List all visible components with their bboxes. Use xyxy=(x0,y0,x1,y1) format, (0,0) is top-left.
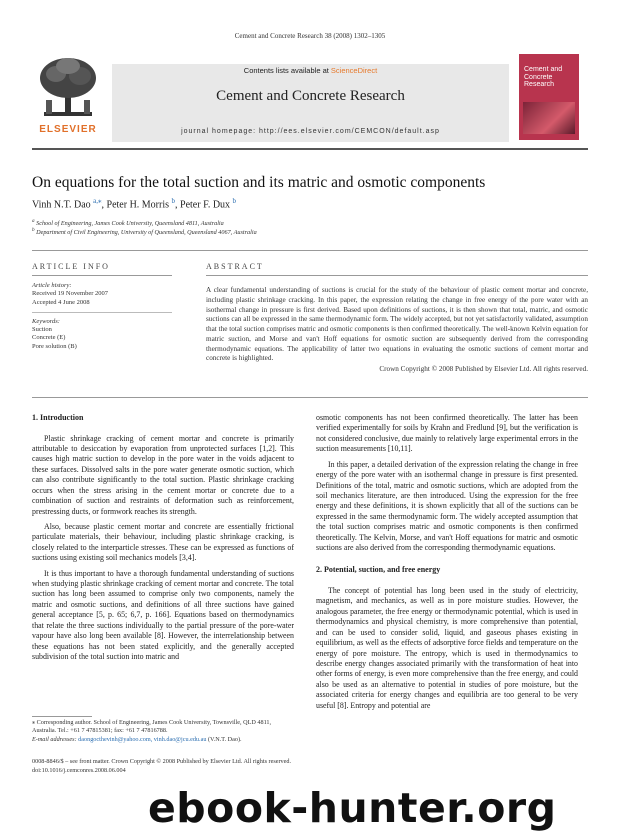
body-paragraph: Plastic shrinkage cracking of cement mortar and concrete is primarily attributable to desiccation by evaporation from unprotected surfaces [1,2]. This causes high matric suction to develop in the pore water in the voids adjacent to these surfaces. Dissolved salts in the pore water generate osmotic suction, which can also contribute significantly to the total suction. Plastic shrinkage cracking occurs when the stress arising in the cement mortar or concrete due to a combination of suction and restraints of deformation such as reinforcement, prestressing ducts, or formwork reaches its strength. xyxy=(32,433,294,516)
journal-homepage-link[interactable]: journal homepage: http://ees.elsevier.com/CEMCON/default.asp xyxy=(181,128,440,135)
email-label: E-mail addresses: xyxy=(32,735,77,743)
corresponding-author-note: ⁎ Corresponding author. School of Engineering, James Cook University, Townsville, QLD 4811, Australia. Tel.: +61 7 47815381; fax: +61 7 47816788. xyxy=(32,719,272,735)
cover-image xyxy=(523,102,575,134)
keyword: Suction xyxy=(32,325,52,333)
doi-link[interactable]: doi:10.1016/j.cemconres.2008.06.004 xyxy=(32,766,126,774)
journal-banner xyxy=(112,64,509,142)
body-paragraph: In this paper, a detailed derivation of the expression relating the change in free energy of the pore water with an isothermal change in pressure is first presented. Definitions of the total, matric and osmotic suctions, which are adopted from the soil mechanics literature, are then introduced. Using the expression for the free energy and these definitions, it is shown explicitly that all of the suctions can be expressed in the same thermodynamic form. The widely accepted assumption that the total suction comprises matric and osmotic components is then confirmed theoretically. The Kelvin, Morse, and van't Hoff equations for matric and osmotic suctions are also derived from the corresponding thermodynamic equations. xyxy=(316,459,578,553)
author-name: Peter F. Dux xyxy=(180,199,231,211)
contents-line xyxy=(112,66,509,75)
section-heading: 1. Introduction xyxy=(32,413,84,422)
contents-prefix: Contents lists available at xyxy=(243,66,329,75)
front-matter xyxy=(32,758,432,776)
received-date: Received 19 November 2007 xyxy=(32,290,108,297)
sciencedirect-link[interactable]: ScienceDirect xyxy=(330,66,378,75)
footnote xyxy=(32,719,294,744)
abstract-text: A clear fundamental understanding of suctions is crucial for the study of the behaviour of plastic cement mortar and concrete, including plastic shrinkage cracking. In this paper, the expression relating the change in free energy of the pore water with an isothermal change in pressure is first derived. Based upon definitions of suctions, it is then shown that total, matric, and osmotic suctions can all be expressed in the same thermodynamic form. The widely accepted, but not yet satisfactorily validated, assumption that the total suction comprises matric and osmotic components is then confirmed theoretically. The well-known Kelvin equation for matric suction, and Morse and van't Hoff equations for osmotic suction are subsequently derived from the corresponding thermodynamic equations. The applicability of latter two equations in evaluating the osmotic suctions of cement mortar and concrete is highlighted. xyxy=(206,286,588,363)
issn-line: 0008-8846/$ – see front matter. Crown Copyright © 2008 Published by Elsevier Ltd. All rights reserved. xyxy=(32,758,292,765)
body-paragraph: osmotic components has not been confirmed theoretically. The latter has been verified experimentally for soils by Krahn and Fredlund [9], but the verification is not considered conclusive, due mainly to relatively large experimental errors in the suction measurements [10,11]. xyxy=(316,413,578,454)
abstract-heading: ABSTRACT xyxy=(206,262,264,271)
abstract-rule xyxy=(32,397,588,398)
publisher-wordmark: ELSEVIER xyxy=(39,124,97,135)
body-right-column xyxy=(316,413,578,716)
cover-title: Cement and Concrete Research xyxy=(524,66,563,89)
journal-masthead xyxy=(32,54,588,140)
article-title: On equations for the total suction and its matric and osmotic components xyxy=(32,174,486,191)
section-heading: 2. Potential, suction, and free energy xyxy=(316,565,441,575)
email-link[interactable]: daongocthevinh@yahoo.com, vinh.dao@jcu.edu.au xyxy=(78,735,207,743)
masthead-rule xyxy=(32,148,588,150)
affiliation-text: Department of Civil Engineering, University of Queensland, Queensland 4067, Australia xyxy=(36,229,257,237)
body-paragraph: Also, because plastic cement mortar and concrete are essentially frictional particulate materials, their behaviour, including plastic shrinkage cracking, is closely related to the interparticle stresses. These can be expressed as functions of suctions using existing soil mechanics models [3,4]. xyxy=(32,521,294,563)
affiliation-mark: a xyxy=(32,218,35,224)
elsevier-logo xyxy=(32,54,104,138)
history-label: Article history: xyxy=(32,282,72,289)
article-info xyxy=(32,262,172,352)
watermark: ebook-hunter.org xyxy=(148,784,557,832)
journal-cover xyxy=(519,54,579,140)
body-left-column xyxy=(32,413,294,667)
keyword: Concrete (E) xyxy=(32,334,66,342)
accepted-date: Accepted 4 June 2008 xyxy=(32,298,90,306)
affiliation xyxy=(32,218,588,227)
affiliation xyxy=(32,227,588,236)
affiliation-mark: b xyxy=(32,227,35,233)
affiliation-text: School of Engineering, James Cook University, Queensland 4811, Australia xyxy=(36,220,224,228)
journal-name: Cement and Concrete Research xyxy=(216,88,405,104)
running-head: Cement and Concrete Research 38 (2008) 1302–1305 xyxy=(234,32,386,40)
footnote-rule xyxy=(32,716,92,717)
keyword: Pore solution (B) xyxy=(32,343,77,351)
header-rule xyxy=(32,250,588,251)
keywords-label: Keywords: xyxy=(32,317,60,325)
author-affil-link[interactable]: a,⁎ xyxy=(93,197,102,205)
abstract xyxy=(206,262,588,373)
body-paragraph: The concept of potential has long been used in the study of electricity, magnetism, and mechanics, as well as in pore moisture studies. However, the analogous parameter, the free energy or thermodynamic potential, which is used in thermodynamics and physical chemistry, is more comprehensive than potential, and can be used to consider solid, liquid, and gaseous phases existing in equilibrium, as well as the effects of adsorptive force fields and temperature on the energy of pore moisture. The entropy, which is used in thermodynamics to describe energy changes associated primarily with the transformation of heat into other forms of energy, is even more comprehensive than the free energy, and could also be used as an alternative to potential in studies of pore moisture, but the associated criteria for energy changes and equilibria are too general to be very useful [8]. Entropy and potential are xyxy=(316,586,578,710)
author-affil-link[interactable]: b xyxy=(232,197,237,205)
email-suffix: (V.N.T. Dao). xyxy=(207,735,242,743)
author-name: Vinh N.T. Dao xyxy=(32,199,91,211)
author-list: Vinh N.T. Dao $^{a,⁎}$, Peter H. Morris $^b$, Peter F. Dux $^b$ xyxy=(32,197,237,211)
abstract-copyright: Crown Copyright © 2008 Published by Elsevier Ltd. All rights reserved. xyxy=(379,365,588,374)
body-paragraph: It is thus important to have a thorough fundamental understanding of suctions when studying plastic shrinkage cracking of cement mortar and concrete. The total suction has long been assumed to comprise only two components, namely the matric and osmotic suctions, and definitions of all three suctions have gained general acceptance [5, p. 65; 6,7, p. 166]. Equations based on thermodynamics that relate the three suctions individually to the partial pressure of the pore-water vapour have also long been available [8]. However, the interrelationship between these equations has not been stated explicitly, and the generally accepted subdivision of the total suction into matric and xyxy=(32,568,294,661)
author-affil-link[interactable]: b xyxy=(171,197,176,205)
author-name: Peter H. Morris xyxy=(106,199,170,211)
article-info-heading: ARTICLE INFO xyxy=(32,262,110,271)
tree-icon xyxy=(32,54,104,122)
